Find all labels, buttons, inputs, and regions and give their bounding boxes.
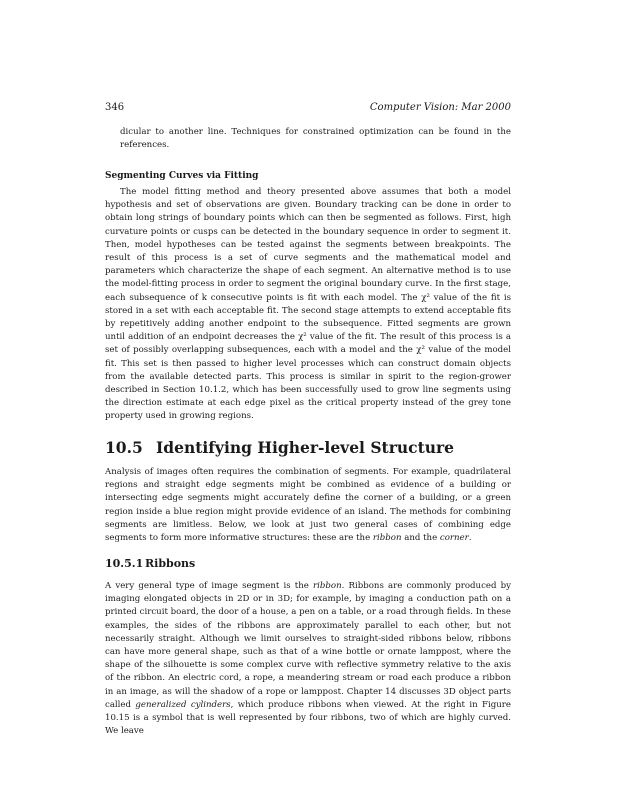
continuation-text: dicular to another line. Techniques for constrained optimization can be found in the references. — [120, 127, 511, 151]
term-ribbon: ribbon — [372, 533, 402, 544]
ribbons-text-b: . Ribbons are commonly produced by imaging elongated objects in 2D or in 3D; for example, by imaging a conduction path on a printed circuit board, the door of a house, a pen on a table, or a road through fields. In these examples, the sides of the ribbons are approximately parallel to each other, but not necessarily straight. Although we limit ourselves to straight-sided ribbons below, ribbons can have more general shape, such as that of a wine bottle or ornate lamppost, where the shape of the silhouette is some complex curve with reflective symmetry relative to the axis of the ribbon. An electric cord, a rope, a meandering stream or road each produce a ribbon in an image, as will the shadow of a rope or lamppost. Chapter 14 discusses 3D object parts called — [105, 581, 511, 710]
segmenting-paragraph — [105, 186, 511, 424]
section-heading — [105, 438, 454, 457]
page-number: 346 — [105, 102, 125, 113]
section-text-c: . — [468, 533, 472, 544]
term-generalized-cylinders: generalized cylinders — [135, 699, 231, 710]
segmenting-heading: Segmenting Curves via Fitting — [105, 171, 259, 181]
section-title: Identifying Higher-level Structure — [156, 438, 455, 457]
ribbons-text-c: , which produce ribbons when viewed. At the right in Figure 10.15 is a symbol that is well represented by four ribbons, two of which are highly curved. We leave — [105, 699, 511, 737]
ribbons-text-a: A very general type of image segment is the — [105, 581, 314, 591]
section-text — [105, 466, 511, 545]
subsection-title: Ribbons — [145, 557, 196, 570]
section-paragraph — [105, 466, 511, 545]
ribbons-text — [105, 580, 511, 738]
term-corner: corner — [439, 533, 469, 544]
page-header — [105, 102, 511, 116]
segmenting-text: The model fitting method and theory presented above assumes that both a model hypothesis and set of observations are given. Boundary tracking can be done in order to obtain long strings of boundary points which can then be segmented as follows. First, high curvature points or cusps can be detected in the boundary sequence in order to segment it. Then, model hypotheses can be tested against the segments between breakpoints. The result of this process is a set of curve segments and the mathematical model and parameters which characterize the shape of each segment. An alternative method is to use the model-fitting process in order to segment the original boundary curve. In the first stage, each subsequence of k consecutive points is fit with each model. The χ² value of the fit is stored in a set with each acceptable fit. The second stage attempts to extend acceptable fits by repetitively adding another endpoint to the subsequence. Fitted segments are grown until addition of an endpoint decreases the χ² value of the fit. The result of this process is a set of possibly overlapping subsequences, each with a model and the χ² value of the model fit. This set is then passed to higher level processes which can construct domain objects from the available detected parts. This process is similar in spirit to the region-grower described in Section 10.1.2, which has been successfully used to grow line segments using the direction estimate at each edge pixel as the critical property instead of the grey tone property used in growing regions. — [105, 187, 511, 422]
term-ribbon-2: ribbon — [313, 581, 342, 591]
section-text-a: Analysis of images often requires the combination of segments. For example, quadrilateral regions and straight edge segments might be combined as evidence of a building or intersecting edge segments might accurately define the corner of a building, or a green region inside a blue region might provide evidence of an island. The methods for combining segments are limitless. Below, we look at just two general cases of combining edge segments to form more informative structures: these are the — [105, 467, 511, 544]
ribbons-paragraph — [105, 580, 511, 738]
running-title: Computer Vision: Mar 2000 — [369, 102, 511, 113]
section-text-b: and the — [401, 533, 440, 544]
section-number: 10.5 — [105, 438, 143, 457]
subsection-heading — [105, 557, 195, 570]
subsection-number: 10.5.1 — [105, 557, 144, 570]
continuation-paragraph — [120, 126, 511, 152]
